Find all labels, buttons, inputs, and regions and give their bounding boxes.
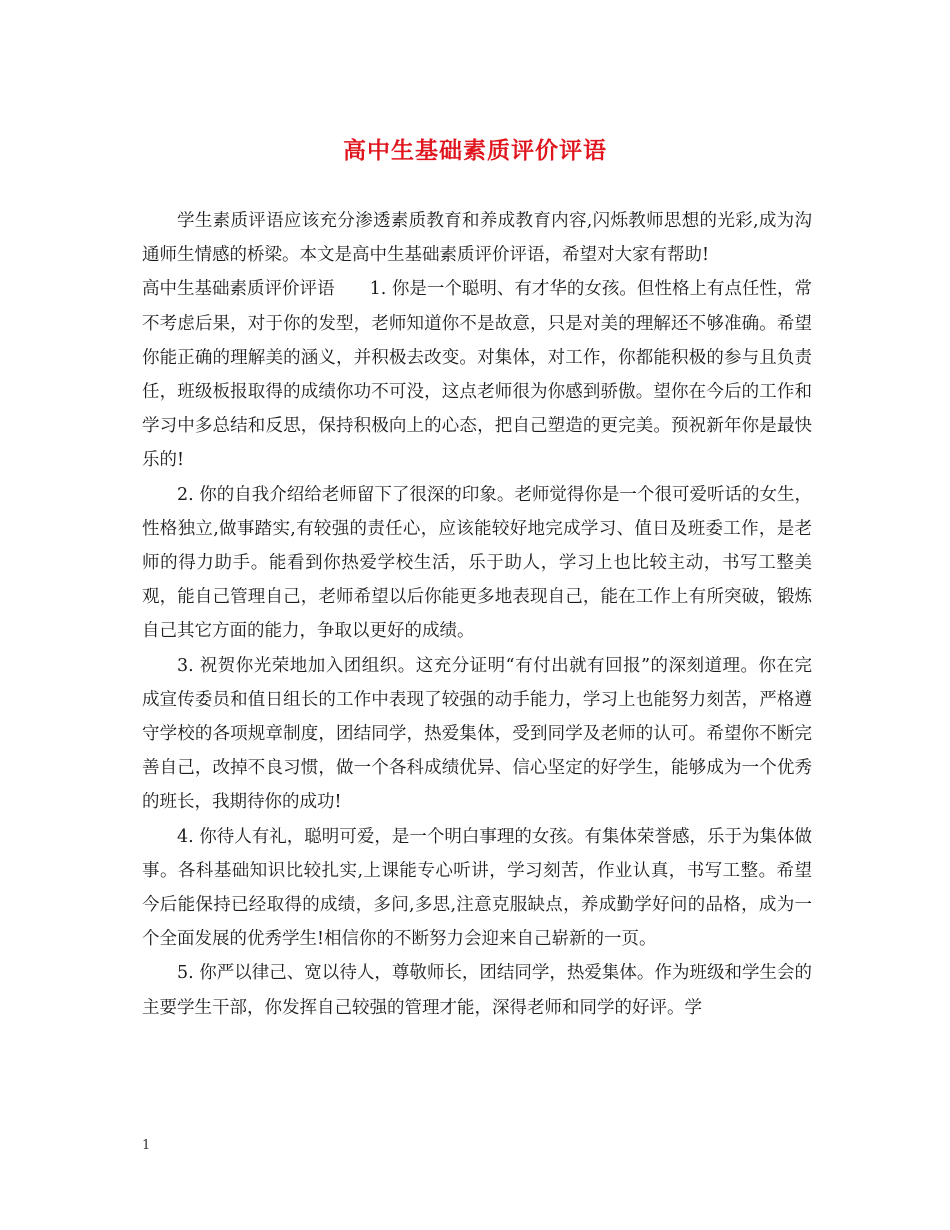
comment-paragraph-1: 高中生基础素质评价评语 1. 你是一个聪明、有才华的女孩。但性格上有点任性，常不考虑后果，对于你的发型，老师知道你不是故意，只是对美的理解还不够准确。希望你能正确的理解美的涵义，并积极去改变。对集体，对工作，你都能积极的参与且负责任，班级板报取得的成绩你功不可没，这点老师很为你感到骄傲。望你在今后的工作和学习中多总结和反思，保持积极向上的心态，把自己塑造的更完美。预祝新年你是最快乐的! <box>142 279 812 471</box>
comment-paragraph-5: 5. 你严以律己、宽以待人，尊敬师长，团结同学，热爱集体。作为班级和学生会的主要学生干部，你发挥自己较强的管理才能，深得老师和同学的好评。学 <box>142 963 812 1018</box>
comment-paragraph-3: 3. 祝贺你光荣地加入团组织。这充分证明“有付出就有回报”的深刻道理。你在完成宣传委员和值日组长的工作中表现了较强的动手能力，学习上也能努力刻苦，严格遵守学校的各项规章制度，团结同学，热爱集体，受到同学及老师的认可。希望你不断完善自己，改掉不良习惯，做一个各科成绩优异、信心坚定的好学生，能够成为一个优秀的班长，我期待你的成功! <box>142 655 812 813</box>
page-number: 1 <box>142 1138 151 1153</box>
comment-paragraph-2: 2. 你的自我介绍给老师留下了很深的印象。老师觉得你是一个很可爱听话的女生，性格独立,做事踏实,有较强的责任心，应该能较好地完成学习、值日及班委工作，是老师的得力助手。能看到你热爱学校生活，乐于助人，学习上也比较主动，书写工整美观，能自己管理自己，老师希望以后你能更多地表现自己，能在工作上有所突破，锻炼自己其它方面的能力，争取以更好的成绩。 <box>142 484 812 642</box>
comment-paragraph-4: 4. 你待人有礼，聪明可爱，是一个明白事理的女孩。有集体荣誉感，乐于为集体做事。各科基础知识比较扎实,上课能专心听讲，学习刻苦，作业认真，书写工整。希望今后能保持已经取得的成绩，多问,多思,注意克服缺点，养成勤学好问的品格，成为一个全面发展的优秀学生!相信你的不断努力会迎来自己崭新的一页。 <box>142 826 812 950</box>
intro-paragraph: 学生素质评语应该充分渗透素质教育和养成教育内容,闪烁教师思想的光彩,成为沟通师生情感的桥梁。本文是高中生基础素质评价评语，希望对大家有帮助! <box>142 211 812 266</box>
document-body <box>142 204 812 1025</box>
document-title: 高中生基础素质评价评语 <box>343 137 607 164</box>
